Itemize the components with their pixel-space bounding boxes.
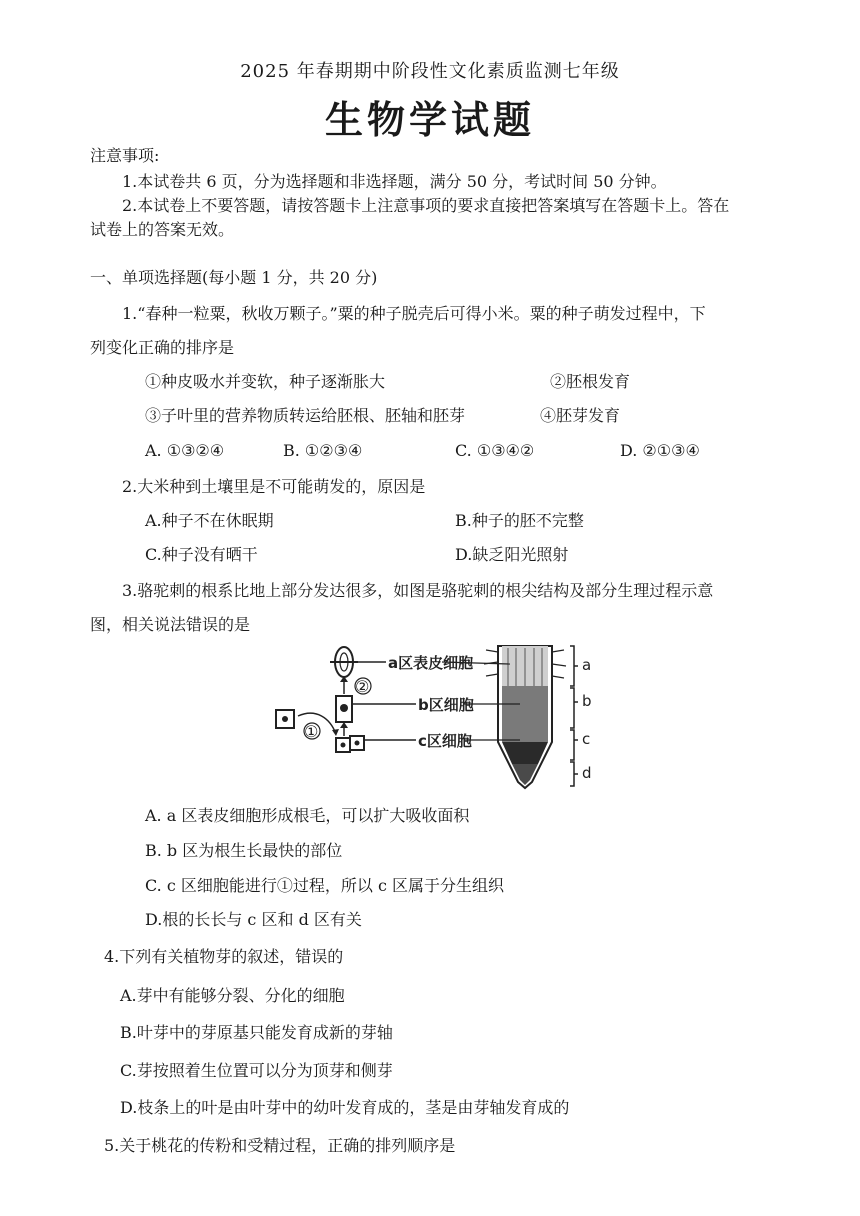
zone-c-label: c: [582, 730, 591, 748]
q1-option-b: B. ①②③④: [283, 441, 363, 460]
process-1-label: ①: [304, 722, 319, 741]
c-zone-cells: [336, 736, 364, 752]
zone-a-label: a: [582, 656, 592, 674]
process-2-label: ②: [355, 677, 370, 696]
q2-option-b: B.种子的胚不完整: [455, 511, 584, 530]
q3-option-a: A. a 区表皮细胞形成根毛，可以扩大吸收面积: [145, 806, 470, 825]
q1-item-2: ②胚根发育: [550, 372, 631, 391]
root-tip: [484, 646, 566, 788]
q5-stem: 5.关于桃花的传粉和受精过程，正确的排列顺序是: [104, 1136, 456, 1155]
section-1-heading: 一、单项选择题(每小题 1 分，共 20 分): [90, 268, 378, 287]
q1-item-4: ④胚芽发育: [540, 406, 621, 425]
zone-b-label: b: [582, 692, 592, 710]
c-cell-label: c区细胞: [418, 732, 472, 750]
q4-stem: 4.下列有关植物芽的叙述，错误的: [104, 947, 344, 966]
a-cell-label: a区表皮细胞: [388, 654, 474, 672]
zone-brackets: [570, 646, 578, 786]
q1-option-a: A. ①③②④: [145, 441, 225, 460]
q3-option-b: B. b 区为根生长最快的部位: [145, 841, 343, 860]
exam-title: 生物学试题: [324, 97, 535, 142]
q1-option-d: D. ②①③④: [620, 441, 700, 460]
b-cell-label: b区细胞: [418, 696, 474, 714]
notes-heading: 注意事项:: [90, 146, 160, 165]
q1-stem-line-2: 列变化正确的排序是: [90, 338, 235, 357]
a-zone-cell: [330, 647, 358, 677]
q3-option-d: D.根的长长与 c 区和 d 区有关: [145, 910, 362, 929]
q3-stem-line-1: 3.骆驼刺的根系比地上部分发达很多，如图是骆驼刺的根尖结构及部分生理过程示意: [122, 581, 714, 600]
q1-stem-line-1: 1.“春种一粒粟，秋收万颗子。”粟的种子脱壳后可得小米。粟的种子萌发过程中，下: [122, 304, 706, 323]
q3-option-c: C. c 区细胞能进行①过程，所以 c 区属于分生组织: [145, 876, 505, 895]
q2-option-c: C.种子没有晒干: [145, 545, 258, 564]
b-zone-cell: [336, 696, 352, 722]
root-tip-diagram: [270, 642, 620, 792]
notes-item-2-line-2: 试卷上的答案无效。: [90, 220, 235, 239]
q1-item-1: ①种皮吸水并变软，种子逐渐胀大: [145, 372, 386, 391]
q4-option-c: C.芽按照着生位置可以分为顶芽和侧芽: [120, 1061, 393, 1080]
q2-option-d: D.缺乏阳光照射: [455, 545, 569, 564]
zone-d-label: d: [582, 764, 592, 782]
q1-option-c: C. ①③④②: [455, 441, 535, 460]
notes-item-1: 1.本试卷共 6 页，分为选择题和非选择题，满分 50 分，考试时间 50 分钟。: [122, 172, 667, 191]
q4-option-b: B.叶芽中的芽原基只能发育成新的芽轴: [120, 1023, 393, 1042]
q2-option-a: A.种子不在休眠期: [145, 511, 274, 530]
exam-subtitle: 2025 年春期期中阶段性文化素质监测七年级: [240, 61, 620, 82]
q4-option-d: D.枝条上的叶是由叶芽中的幼叶发育成的，茎是由芽轴发育成的: [120, 1098, 570, 1117]
dividing-cell: [276, 710, 294, 728]
notes-item-2-line-1: 2.本试卷上不要答题，请按答题卡上注意事项的要求直接把答案填写在答题卡上。答在: [122, 196, 730, 215]
q1-item-3: ③子叶里的营养物质转运给胚根、胚轴和胚芽: [145, 406, 466, 425]
q2-stem: 2.大米种到土壤里是不可能萌发的，原因是: [122, 477, 426, 496]
q3-stem-line-2: 图，相关说法错误的是: [90, 615, 251, 634]
q4-option-a: A.芽中有能够分裂、分化的细胞: [120, 986, 345, 1005]
